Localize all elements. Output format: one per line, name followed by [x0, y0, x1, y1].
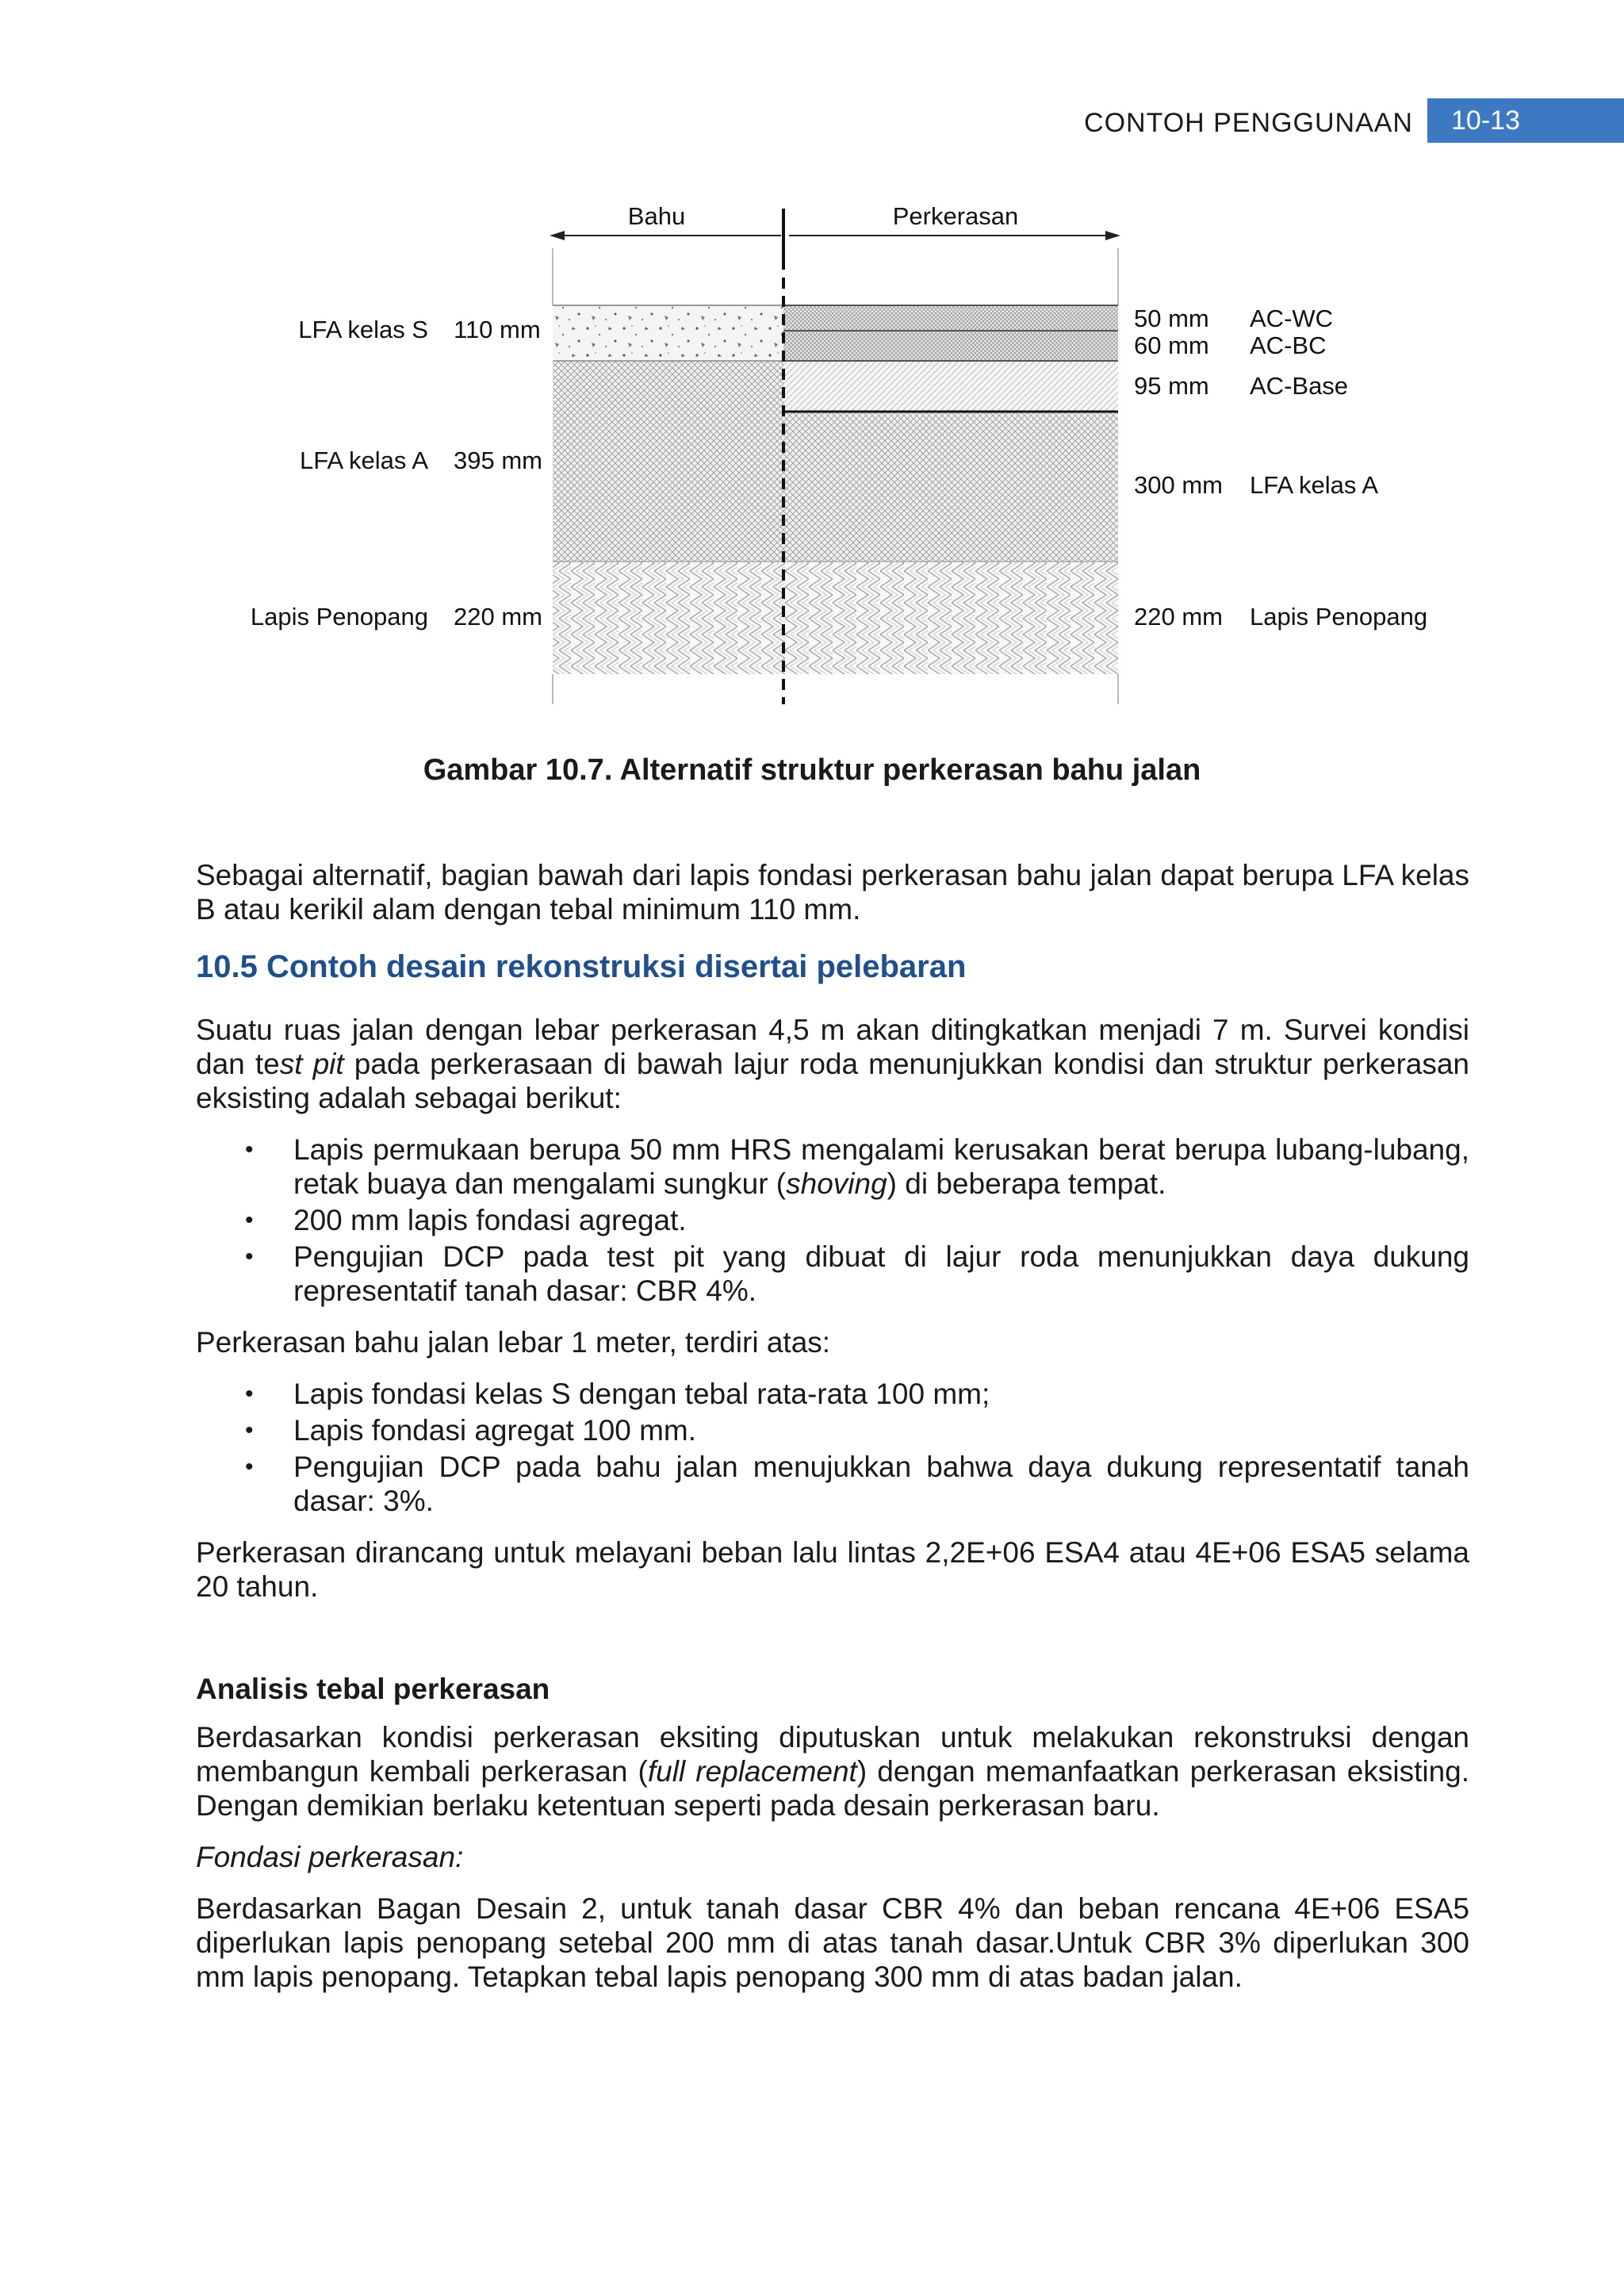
paragraph: Perkerasan dirancang untuk melayani beban lalu lintas 2,2E+06 ESA4 atau 4E+06 ESA5 selama 20 tahun. — [196, 1536, 1469, 1603]
page-number: 10-13 — [1427, 98, 1624, 143]
layer-ac-wc — [783, 305, 1118, 331]
paragraph — [196, 1720, 1469, 1823]
text-run: Berdasarkan kondisi perkerasan eksiting diputuskan untuk melakukan rekonstruksi dengan membangun kembali perkerasan ( — [196, 1721, 1469, 1788]
text-run: Suatu ruas jalan dengan lebar perkerasan 4,5 m akan ditingkatkan menjadi 7 m. Survei kondisi dan te — [196, 1014, 1469, 1080]
paragraph: Perkerasan bahu jalan lebar 1 meter, terdiri atas: — [196, 1326, 831, 1359]
page-header — [1084, 98, 1624, 143]
body-content — [196, 858, 1469, 2011]
text-run: ) di beberapa tempat. — [887, 1167, 1166, 1200]
text-run: Lapis fondasi kelas S dengan tebal rata-rata 100 mm; — [293, 1378, 990, 1410]
text-run: Pengujian DCP pada test pit yang dibuat di lajur roda menunjukkan daya dukung representatif tanah dasar: CBR 4%. — [293, 1240, 1469, 1307]
list-item — [196, 1133, 1469, 1201]
layer-ac-base — [783, 361, 1118, 412]
text-run: pada perkerasaan di bawah lajur roda menunjukkan kondisi dan struktur perkerasan eksisting adalah sebagai berikut: — [196, 1048, 1470, 1114]
label-perkerasan: Perkerasan — [892, 202, 1019, 230]
bullet-icon: • — [245, 1244, 254, 1270]
right-label-name: AC-WC — [1250, 305, 1334, 332]
subheading: Analisis tebal perkerasan — [196, 1673, 550, 1705]
shoulder-list — [196, 1377, 1469, 1518]
right-label-name: LFA kelas A — [1250, 471, 1378, 499]
bullet-icon: • — [245, 1381, 254, 1407]
paragraph — [196, 1013, 1469, 1115]
right-label-thickness: 95 mm — [1134, 372, 1209, 400]
bullet-icon: • — [245, 1207, 254, 1233]
text-run: ) dengan memanfaatkan perkerasan eksisting. Dengan demikian berlaku ketentuan seperti pada desain perkerasan baru. — [196, 1755, 1470, 1822]
label-bahu: Bahu — [627, 202, 686, 230]
bullet-icon: • — [245, 1137, 254, 1163]
pavement-structure-diagram — [0, 182, 1624, 722]
list-item — [196, 1450, 1469, 1518]
layer-lfa-kelas-s — [553, 305, 783, 361]
right-label-thickness: 50 mm — [1134, 305, 1209, 332]
layer-lfa-kelas-a-bahu — [553, 361, 783, 562]
list-item — [196, 1377, 1469, 1411]
bullet-icon: • — [245, 1417, 254, 1443]
left-label-thickness: 220 mm — [454, 603, 542, 631]
left-label-name: Lapis Penopang — [250, 603, 428, 631]
left-label-name: LFA kelas S — [298, 316, 428, 343]
italic-label: Fondasi perkerasan: — [196, 1841, 464, 1873]
list-item — [196, 1240, 1469, 1308]
list-item — [196, 1203, 1469, 1237]
right-label-thickness: 60 mm — [1134, 332, 1209, 359]
italic-term: shoving — [786, 1167, 887, 1200]
section-heading: 10.5 Contoh desain rekonstruksi disertai pelebaran — [196, 949, 967, 984]
left-label-thickness: 395 mm — [454, 447, 542, 474]
text-run: Lapis fondasi agregat 100 mm. — [293, 1414, 697, 1447]
layer-lfa-kelas-a — [783, 412, 1118, 562]
paragraph: Sebagai alternatif, bagian bawah dari lapis fondasi perkerasan bahu jalan dapat berupa LFA kelas B atau kerikil alam dengan tebal minimum 110 mm. — [196, 859, 1469, 926]
layer-lapis-penopang-bahu — [553, 562, 783, 674]
left-label-thickness: 110 mm — [454, 316, 541, 343]
list-item — [196, 1413, 1469, 1447]
arrow-left-icon — [550, 231, 565, 240]
right-label-thickness: 300 mm — [1134, 471, 1223, 499]
layer-lapis-penopang — [783, 562, 1118, 674]
layer-ac-bc — [783, 331, 1118, 361]
text-run: Pengujian DCP pada bahu jalan menujukkan bahwa daya dukung representatif tanah dasar: 3%. — [293, 1451, 1469, 1517]
text-run: Lapis permukaan berupa 50 mm HRS mengalami kerusakan berat berupa lubang-lubang, retak buaya dan mengalami sungkur ( — [293, 1133, 1469, 1200]
right-label-thickness: 220 mm — [1134, 603, 1223, 631]
italic-term: st pit — [279, 1048, 344, 1080]
bullet-icon: • — [245, 1454, 254, 1480]
text-run: 200 mm lapis fondasi agregat. — [293, 1204, 687, 1236]
right-label-name: AC-Base — [1250, 372, 1349, 400]
figure-caption: Gambar 10.7. Alternatif struktur perkerasan bahu jalan — [423, 753, 1201, 787]
arrow-right-icon — [1105, 231, 1120, 240]
left-label-name: LFA kelas A — [300, 447, 428, 474]
section-title: CONTOH PENGGUNAAN — [1084, 107, 1413, 138]
right-label-name: AC-BC — [1250, 332, 1327, 359]
paragraph: Berdasarkan Bagan Desain 2, untuk tanah dasar CBR 4% dan beban rencana 4E+06 ESA5 diperlukan lapis penopang setebal 200 mm di atas tanah dasar.Untuk CBR 3% diperlukan 300 mm lapis penopang. Tetapkan tebal lapis penopang 300 mm di atas badan jalan. — [196, 1892, 1469, 1993]
right-label-name: Lapis Penopang — [1250, 603, 1428, 631]
condition-list — [196, 1133, 1469, 1308]
italic-term: full replacement — [647, 1755, 857, 1788]
